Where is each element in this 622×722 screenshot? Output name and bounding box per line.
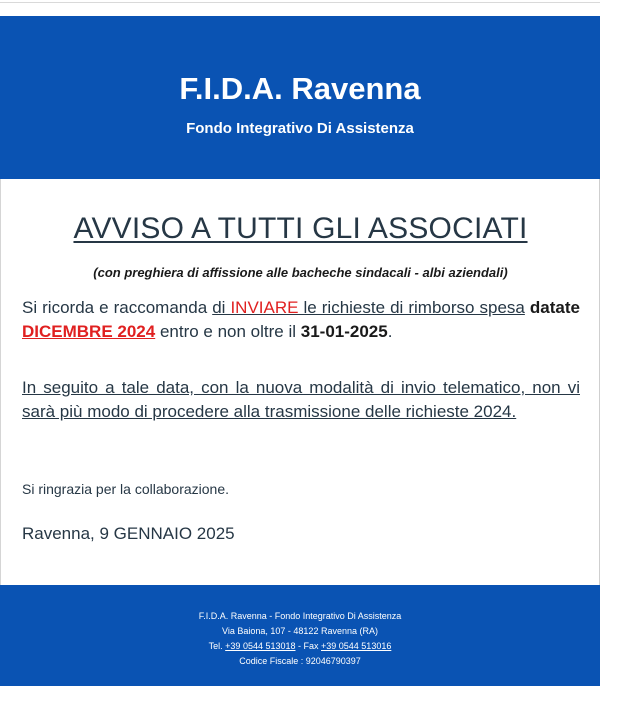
dated-label: datate [529, 298, 580, 317]
reminder-text-9: entro e non oltre il [155, 322, 301, 341]
org-title: F.I.D.A. Ravenna [179, 71, 421, 106]
reminder-underlined [212, 298, 525, 317]
reminder-text-1: Si ricorda e raccomanda [22, 298, 213, 317]
footer-address: Via Baiona, 107 - 48122 Ravenna (RA) [222, 626, 378, 636]
footer-org: F.I.D.A. Ravenna - Fondo Integrativo Di Assistenza [198, 611, 402, 621]
reminder-period: . [387, 322, 393, 341]
notice-title: AVVISO A TUTTI GLI ASSOCIATI [73, 212, 528, 245]
org-subtitle: Fondo Integrativo Di Assistenza [186, 120, 414, 137]
notice-subtitle: (con preghiera di affissione alle bacheche sindacali - albi aziendali) [93, 265, 508, 280]
footer-fiscal-code: Codice Fiscale : 92046790397 [239, 656, 361, 666]
reminder-paragraph [22, 296, 580, 344]
fax-label: - Fax [295, 641, 322, 651]
notice-date: Ravenna, 9 GENNAIO 2025 [22, 524, 235, 543]
footer-lines [0, 609, 600, 669]
notice-body [0, 179, 600, 585]
fax-link[interactable]: +39 0544 513016 [321, 641, 392, 651]
month-highlight: DICEMBRE 2024 [22, 322, 156, 341]
email-card [0, 16, 600, 686]
followup-paragraph: In seguito a tale data, con la nuova modalità di invio telematico, non vi sarà più modo di procedere alla trasmissione delle richieste 2024. [22, 378, 580, 421]
deadline-date: 31-01-2025 [300, 322, 388, 341]
reminder-text-2: di [212, 298, 231, 317]
reminder-text-4: le richieste di rimborso spesa [298, 298, 525, 317]
send-highlight: INVIARE [230, 298, 299, 317]
tel-label: Tel. [208, 641, 226, 651]
top-divider [0, 2, 600, 3]
header-banner [0, 16, 600, 179]
footer-contacts [0, 639, 600, 654]
tel-link[interactable]: +39 0544 513018 [225, 641, 296, 651]
footer-banner [0, 585, 600, 686]
thanks-text: Si ringrazia per la collaborazione. [22, 481, 229, 497]
